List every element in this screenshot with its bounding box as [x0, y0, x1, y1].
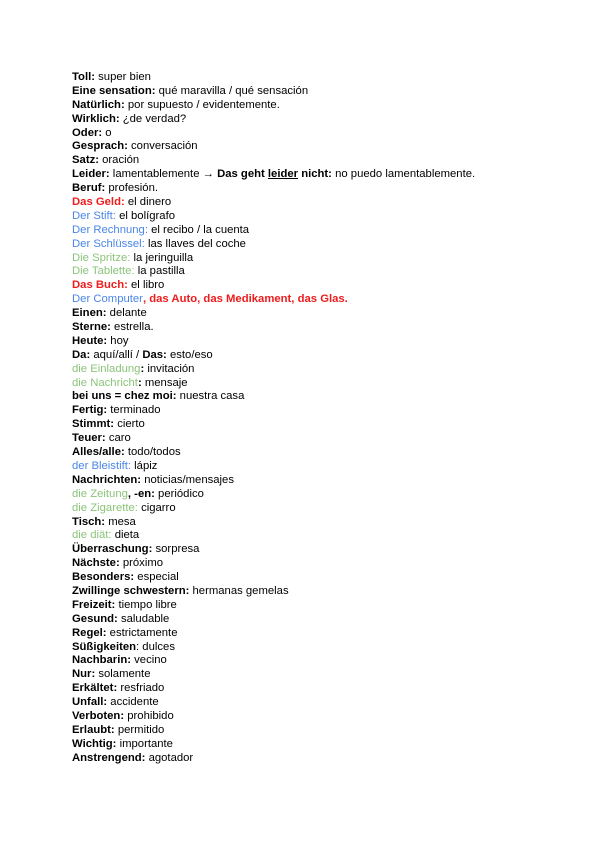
vocab-line	[72, 738, 572, 752]
vocab-term: :	[140, 362, 145, 375]
vocab-translation: profesión.	[105, 182, 159, 195]
vocab-term: :	[137, 376, 142, 389]
vocab-term: bei uns = chez moi:	[72, 390, 177, 403]
vocab-term: Verboten:	[72, 709, 125, 722]
vocab-translation: mensaje	[141, 376, 188, 389]
vocab-translation: la jeringuilla	[130, 251, 194, 264]
vocab-line	[72, 252, 572, 266]
vocab-term: Das geht	[217, 168, 268, 181]
vocab-line	[72, 752, 572, 766]
vocab-translation: terminado	[107, 404, 161, 417]
vocab-translation: próximo	[119, 557, 164, 570]
vocab-term: Wirklich:	[72, 112, 120, 125]
vocab-line	[72, 335, 572, 349]
vocab-term: Gesprach:	[72, 140, 128, 153]
vocab-translation: conversación	[127, 140, 198, 153]
vocab-term: leider	[267, 168, 299, 181]
vocab-line	[72, 85, 572, 99]
vocab-term: Das Buch:	[72, 279, 128, 292]
vocab-line	[72, 710, 572, 724]
vocab-term: Beruf:	[72, 182, 106, 195]
vocab-term: Leider:	[72, 168, 110, 181]
vocab-line	[72, 210, 572, 224]
vocab-line	[72, 349, 572, 363]
vocab-line	[72, 627, 572, 641]
vocab-term: die diät:	[72, 529, 112, 542]
vocab-term: Nur:	[72, 668, 96, 681]
vocab-term: Das Geld:	[72, 196, 125, 209]
vocab-translation: hoy	[107, 334, 129, 347]
vocab-line	[72, 168, 572, 182]
vocab-term: Eine sensation:	[72, 84, 156, 97]
vocab-line	[72, 238, 572, 252]
vocab-term: Nachbarin:	[72, 654, 132, 667]
vocab-term: Zwillinge schwestern:	[72, 584, 190, 597]
vocab-line	[72, 363, 572, 377]
vocab-translation: delante	[106, 307, 147, 320]
vocab-term: Natürlich:	[72, 98, 125, 111]
vocab-translation: el bolígrafo	[115, 209, 175, 222]
vocab-line	[72, 599, 572, 613]
vocab-translation: tiempo libre	[115, 598, 177, 611]
vocab-translation: super bien	[95, 71, 151, 83]
vocab-line	[72, 390, 572, 404]
vocabulary-list	[72, 71, 572, 766]
vocab-term: Der Computer	[72, 293, 143, 306]
vocab-translation: saludable	[117, 612, 170, 625]
vocab-translation: lápiz	[131, 459, 158, 472]
vocab-translation: cigarro	[137, 501, 176, 514]
vocab-translation: aquí/allí /	[90, 348, 143, 361]
vocab-translation: dieta	[111, 529, 140, 542]
vocab-translation: cierto	[114, 418, 145, 431]
vocab-line	[72, 377, 572, 391]
vocab-translation: sorpresa	[152, 543, 200, 556]
vocab-term: die Einladung	[72, 362, 141, 375]
vocab-translation: especial	[134, 571, 179, 584]
vocab-translation: qué maravilla / qué sensación	[155, 84, 309, 97]
vocab-term: Satz:	[72, 154, 99, 167]
vocab-term: Stimmt:	[72, 418, 115, 431]
vocab-line	[72, 224, 572, 238]
vocab-term: Der Rechnung:	[72, 223, 148, 236]
vocab-line	[72, 279, 572, 293]
vocab-term: Erkältet:	[72, 682, 118, 695]
vocab-line	[72, 321, 572, 335]
vocab-line	[72, 585, 572, 599]
vocab-term: Erlaubt:	[72, 723, 115, 736]
vocab-term: Fertig:	[72, 404, 108, 417]
vocab-translation: invitación	[144, 362, 195, 375]
vocab-translation: por supuesto / evidentemente.	[124, 98, 280, 111]
vocab-term: Der Stift:	[72, 209, 116, 222]
vocab-line	[72, 432, 572, 446]
vocab-term: Heute:	[72, 334, 108, 347]
vocab-translation: : dulces	[136, 640, 175, 653]
vocab-translation: el recibo / la cuenta	[147, 223, 250, 236]
vocab-term: die Zigarette:	[72, 501, 138, 514]
vocab-translation: las llaves del coche	[144, 237, 246, 250]
vocab-translation: vecino	[131, 654, 167, 667]
vocab-term: nicht:	[298, 168, 332, 181]
vocab-line	[72, 446, 572, 460]
vocab-translation: el libro	[127, 279, 165, 292]
vocab-translation: accidente	[107, 696, 159, 709]
vocab-term: Das:	[142, 348, 167, 361]
vocab-term: Wichtig:	[72, 737, 117, 750]
vocab-translation: lamentablemente →	[109, 168, 218, 181]
vocab-line	[72, 571, 572, 585]
vocab-line	[72, 696, 572, 710]
vocab-term: Einen:	[72, 307, 107, 320]
vocab-term: Toll:	[72, 71, 96, 83]
vocab-line	[72, 307, 572, 321]
vocab-term: Regel:	[72, 626, 107, 639]
vocab-translation: o	[102, 126, 112, 139]
vocab-line	[72, 668, 572, 682]
vocab-term: Nächste:	[72, 557, 120, 570]
vocab-line	[72, 127, 572, 141]
vocab-term: Alles/alle:	[72, 446, 125, 459]
vocab-line	[72, 529, 572, 543]
vocab-term: der Bleistift:	[72, 459, 132, 472]
vocab-term: Gesund:	[72, 612, 118, 625]
vocab-line	[72, 140, 572, 154]
vocab-translation: estrictamente	[106, 626, 178, 639]
vocab-line	[72, 502, 572, 516]
vocab-line	[72, 613, 572, 627]
vocab-translation: caro	[105, 432, 131, 445]
vocab-term: , -en:	[127, 487, 155, 500]
vocab-term: Anstrengend:	[72, 751, 146, 764]
vocab-term: die Nachricht	[72, 376, 138, 389]
vocab-translation: ¿de verdad?	[119, 112, 187, 125]
vocab-term: Oder:	[72, 126, 103, 139]
vocab-line	[72, 418, 572, 432]
vocab-line	[72, 404, 572, 418]
vocab-term: Die Spritze:	[72, 251, 131, 264]
vocab-line	[72, 516, 572, 530]
vocab-term: Überraschung:	[72, 543, 153, 556]
vocab-translation: noticias/mensajes	[141, 473, 234, 486]
vocab-term: Da:	[72, 348, 91, 361]
vocab-translation: permitido	[114, 723, 165, 736]
vocab-translation: mesa	[105, 515, 136, 528]
vocab-translation: no puedo lamentablemente.	[331, 168, 476, 181]
vocab-line	[72, 113, 572, 127]
vocab-term: Sterne:	[72, 321, 111, 334]
vocab-translation: importante	[116, 737, 173, 750]
vocab-term: Die Tablette:	[72, 265, 135, 278]
vocab-translation: prohibido	[124, 709, 174, 722]
vocab-translation: nuestra casa	[176, 390, 245, 403]
vocab-term: die Zeitung	[72, 487, 128, 500]
vocab-translation: estrella.	[110, 321, 154, 334]
vocab-line	[72, 196, 572, 210]
vocab-line	[72, 641, 572, 655]
vocab-term: Tisch:	[72, 515, 106, 528]
vocab-translation: el dinero	[124, 196, 172, 209]
vocab-translation: la pastilla	[134, 265, 185, 278]
vocab-line	[72, 682, 572, 696]
vocab-term: , das Auto, das Medikament, das Glas.	[142, 293, 348, 306]
vocab-line	[72, 460, 572, 474]
vocab-term: Unfall:	[72, 696, 108, 709]
vocab-line	[72, 293, 572, 307]
vocab-term: Süßigkeiten	[72, 640, 137, 653]
vocab-translation: oración	[99, 154, 140, 167]
vocab-term: Freizeit:	[72, 598, 116, 611]
vocab-line	[72, 474, 572, 488]
vocab-translation: agotador	[145, 751, 194, 764]
vocab-term: Der Schlüssel:	[72, 237, 145, 250]
vocab-translation: resfriado	[117, 682, 165, 695]
vocab-term: Nachrichten:	[72, 473, 142, 486]
vocab-line	[72, 724, 572, 738]
vocab-line	[72, 154, 572, 168]
vocab-line	[72, 543, 572, 557]
vocab-line	[72, 654, 572, 668]
vocab-line	[72, 488, 572, 502]
vocab-translation: todo/todos	[124, 446, 181, 459]
vocab-line	[72, 182, 572, 196]
vocab-translation: periódico	[154, 487, 204, 500]
vocab-line	[72, 71, 572, 85]
vocab-translation: solamente	[95, 668, 151, 681]
vocab-term: Teuer:	[72, 432, 106, 445]
vocab-translation: hermanas gemelas	[189, 584, 289, 597]
vocab-line	[72, 265, 572, 279]
vocab-translation: esto/eso	[166, 348, 213, 361]
vocab-line	[72, 557, 572, 571]
vocab-line	[72, 99, 572, 113]
vocab-term: Besonders:	[72, 571, 135, 584]
